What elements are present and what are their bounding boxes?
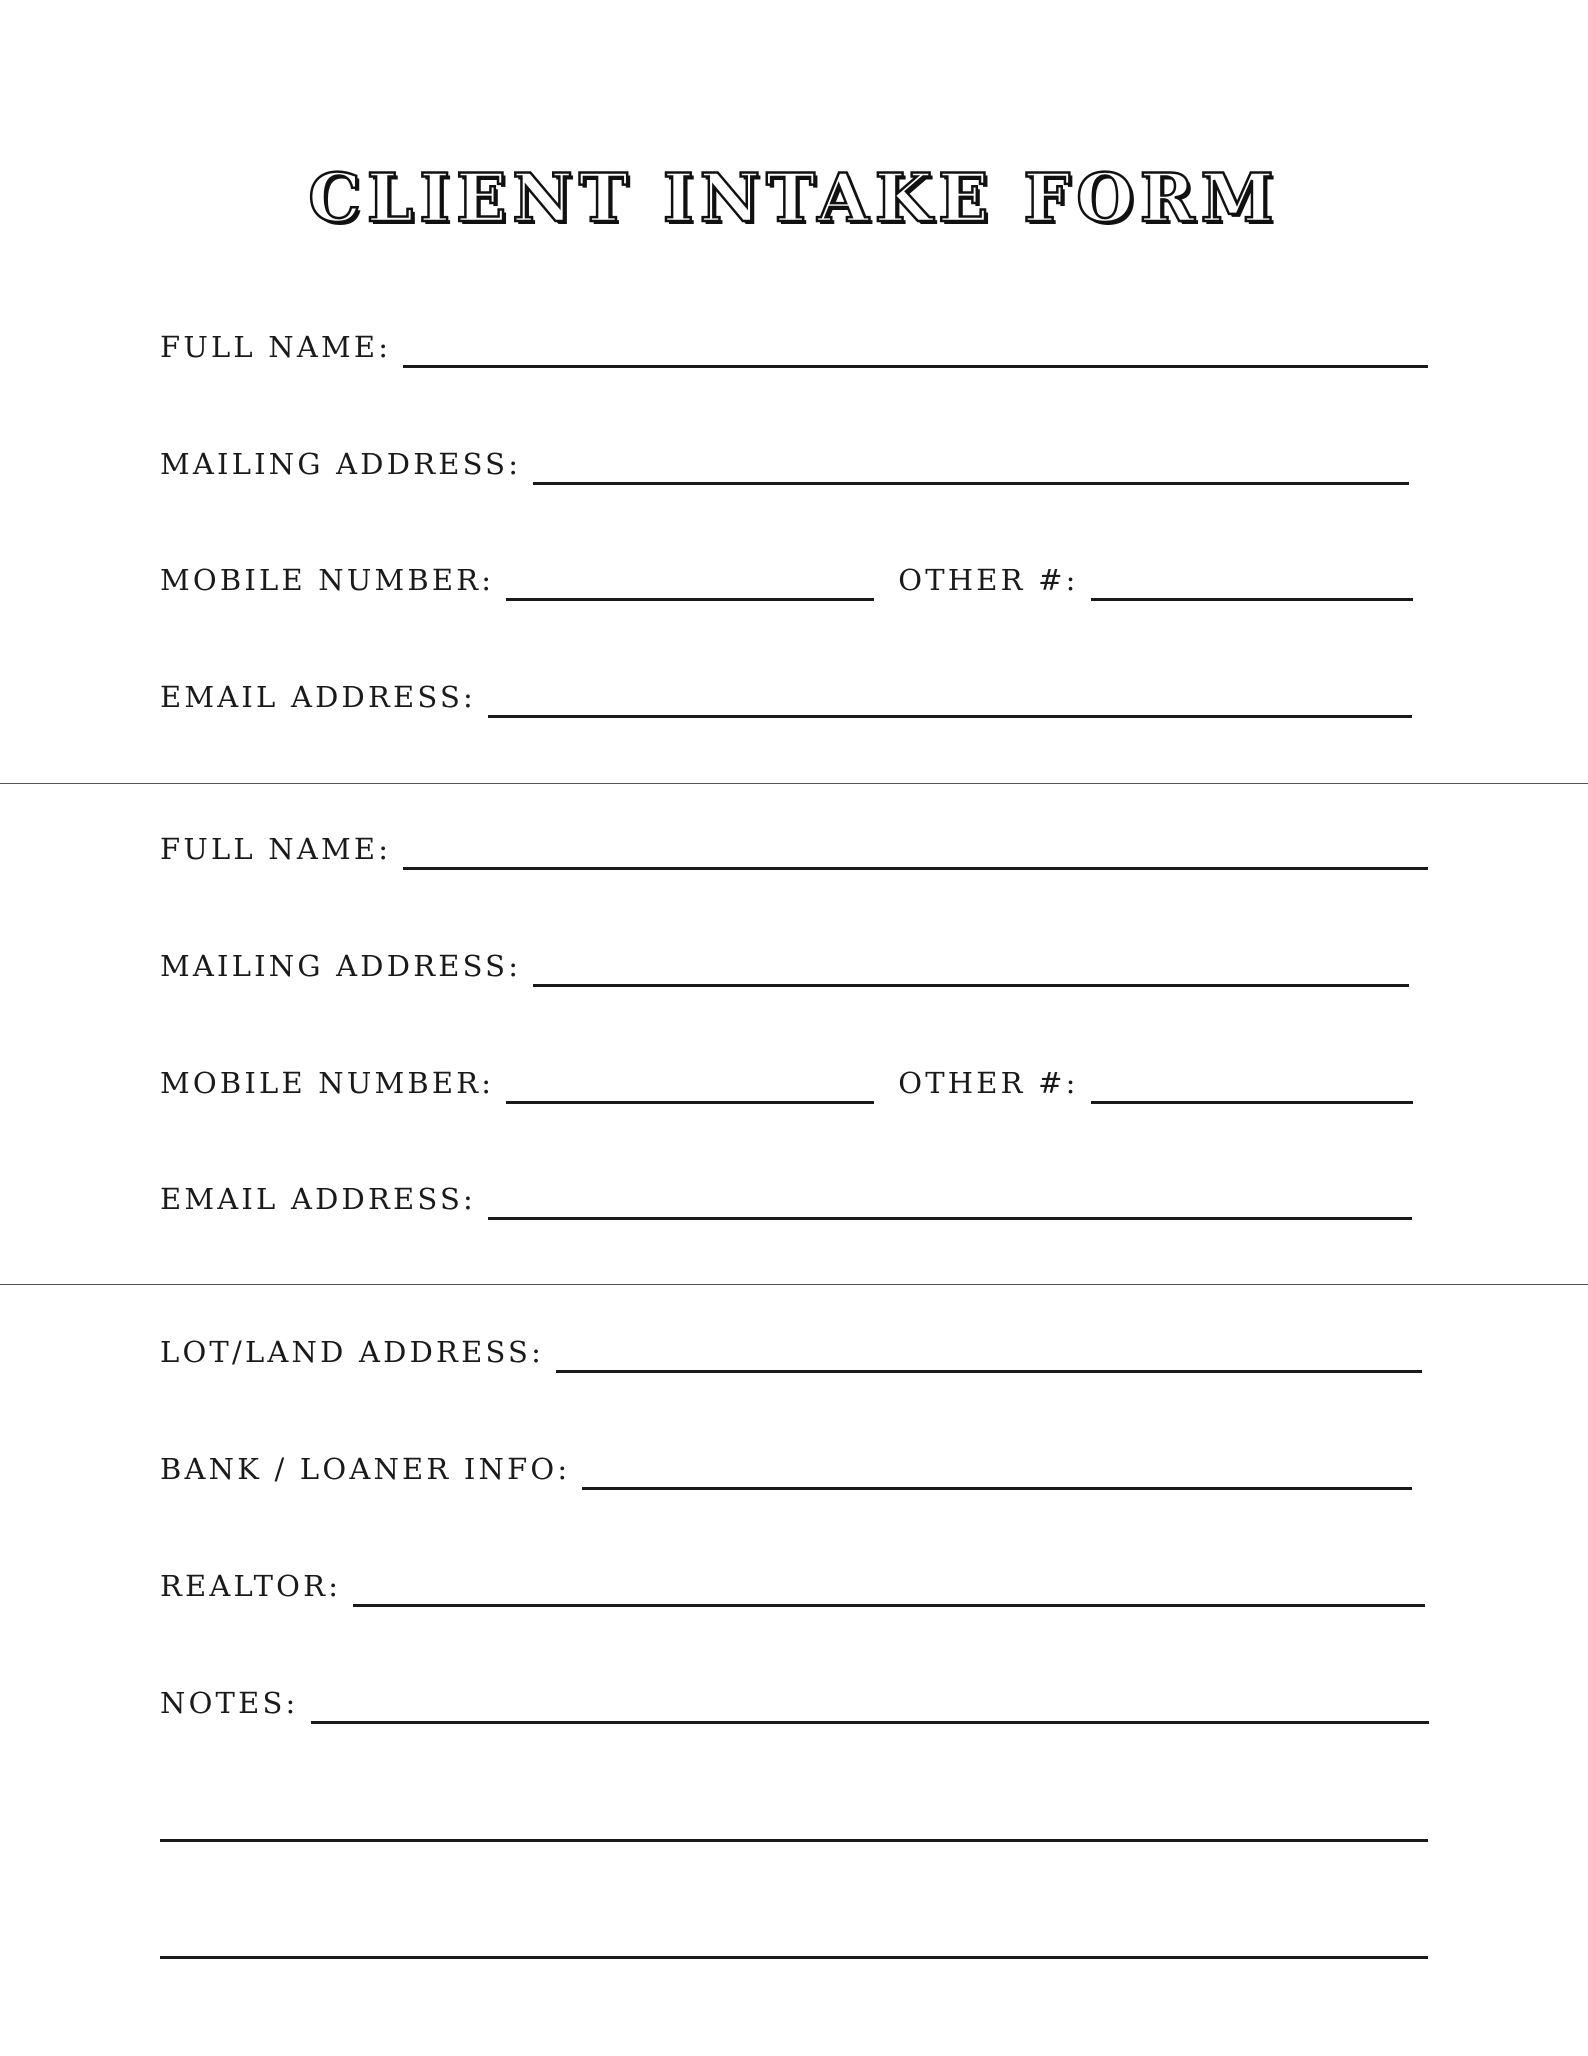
client-1-full-name-row xyxy=(160,328,1428,368)
realtor-field[interactable] xyxy=(353,1604,1425,1607)
lot-land-address-field[interactable] xyxy=(556,1370,1422,1373)
full-name-field[interactable] xyxy=(403,365,1428,368)
notes-field[interactable] xyxy=(311,1721,1429,1724)
mobile-number-label: MOBILE NUMBER: xyxy=(160,563,495,597)
notes-extra-line-1[interactable] xyxy=(160,1839,1428,1842)
lot-land-address-row xyxy=(160,1333,1422,1373)
email-address-field[interactable] xyxy=(488,715,1412,718)
client-2-email-row xyxy=(160,1180,1412,1220)
full-name-field[interactable] xyxy=(403,867,1428,870)
bank-loaner-info-field[interactable] xyxy=(582,1487,1412,1490)
mobile-number-label: MOBILE NUMBER: xyxy=(160,1066,495,1100)
mobile-number-field[interactable] xyxy=(506,598,874,601)
mailing-address-field[interactable] xyxy=(533,482,1409,485)
mailing-address-label: MAILING ADDRESS: xyxy=(160,949,522,983)
email-address-label: EMAIL ADDRESS: xyxy=(160,680,476,714)
notes-row xyxy=(160,1684,1429,1724)
client-2-phone-row xyxy=(160,1064,1413,1104)
email-address-field[interactable] xyxy=(488,1217,1412,1220)
full-name-label: FULL NAME: xyxy=(160,330,392,364)
client-1-mailing-address-row xyxy=(160,445,1409,485)
client-2-full-name-row xyxy=(160,830,1428,870)
mailing-address-field[interactable] xyxy=(533,984,1409,987)
mailing-address-label: MAILING ADDRESS: xyxy=(160,447,522,481)
other-number-label: OTHER #: xyxy=(898,1066,1079,1100)
other-number-field[interactable] xyxy=(1091,1101,1413,1104)
other-number-field[interactable] xyxy=(1091,598,1413,601)
client-1-phone-row xyxy=(160,561,1413,601)
realtor-row xyxy=(160,1567,1425,1607)
lot-land-address-label: LOT/LAND ADDRESS: xyxy=(160,1335,545,1369)
client-1-email-row xyxy=(160,678,1412,718)
section-divider-2 xyxy=(0,1284,1588,1285)
other-number-label: OTHER #: xyxy=(898,563,1079,597)
notes-extra-line-2[interactable] xyxy=(160,1956,1428,1959)
notes-label: NOTES: xyxy=(160,1686,299,1720)
full-name-label: FULL NAME: xyxy=(160,832,392,866)
email-address-label: EMAIL ADDRESS: xyxy=(160,1182,476,1216)
mobile-number-field[interactable] xyxy=(506,1101,874,1104)
section-divider-1 xyxy=(0,783,1588,784)
realtor-label: REALTOR: xyxy=(160,1569,342,1603)
bank-loaner-info-row xyxy=(160,1450,1412,1490)
client-2-mailing-address-row xyxy=(160,947,1409,987)
form-title: CLIENT INTAKE FORM xyxy=(308,159,1280,237)
bank-loaner-info-label: BANK / LOANER INFO: xyxy=(160,1452,571,1486)
